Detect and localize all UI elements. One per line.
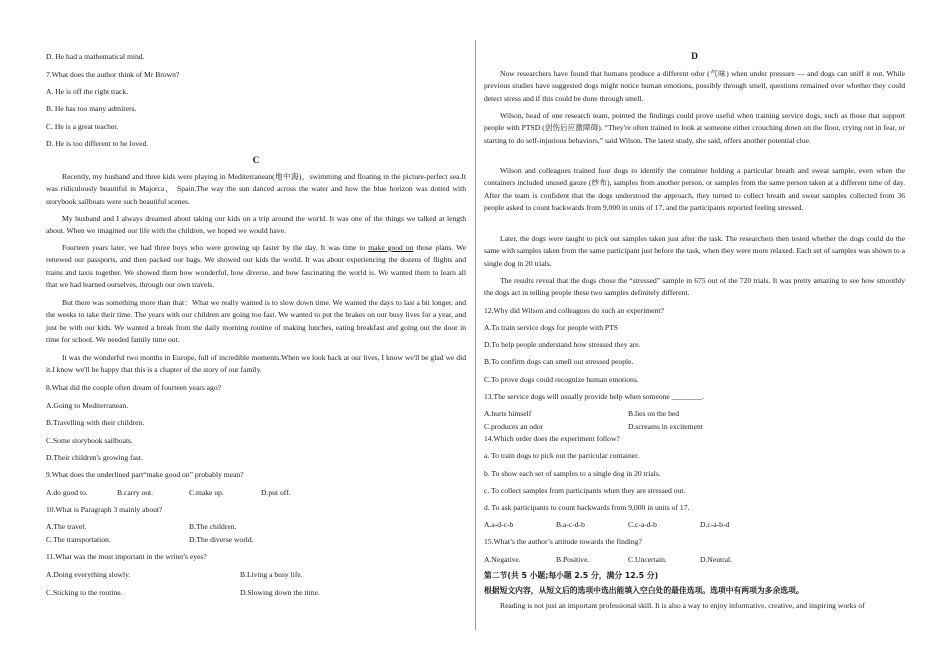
q6-option-d: D. He had a mathematical mind. — [46, 52, 145, 61]
section-2-instruction: 根据短文内容，从短文后的选项中选出能填入空白处的最佳选项。选项中有两项为多余选项。 — [484, 586, 804, 595]
q10-option-a: A.The travel. — [46, 522, 87, 531]
q10-stem: 10.What is Paragraph 3 mainly about? — [46, 505, 163, 514]
passage-c-paragraph-1: Recently, my husband and three kids were playing in Mediterranean(地中海)，swimming and floating in the picture-perfect sea.It was ridiculously beautiful in Majorca， Spain.The way the sun danced across the water and how the blue horizon was dotted with storybook sailboats were such beautiful scenes. — [46, 172, 466, 206]
passage-d-paragraph-4: Later, the dogs were taught to pick out samples taken just after the task. The researchers then tested whether the dogs could do the same with samples taken from the same participant just before the task, when they were more relaxed. Each set of samples was shown to a single dog in 20 trials. — [484, 234, 905, 268]
q14-step-b: b. To show each set of samples to a single dog in 20 trials. — [484, 469, 661, 478]
paragraph-3-text-before: Fourteen years later, we had three boys who were growing up faster by the day. It was time to — [62, 243, 369, 252]
q7-stem: 7.What does the author think of Mr Brown? — [46, 70, 180, 79]
q15-option-d: D.Neutral. — [700, 555, 733, 564]
q12-option-a: A.To train service dogs for people with PTS — [484, 323, 619, 332]
q9-option-a: A.do good to. — [46, 488, 88, 497]
q15-option-a: A.Negative. — [484, 555, 521, 564]
passage-c-paragraph-5: It was the wonderful two months in Europe, full of incredible moments.When we look back at our lives, I know we'll be glad we did it.I know we'll be happy that this is a chapter of the story of our family. — [46, 353, 466, 375]
column-divider — [475, 40, 476, 630]
section-2-text: Reading is not just an important professional skill. It is also a way to enjoy informative, creative, and inspiring works of — [500, 601, 865, 610]
q13-option-d: D.screams in excitement — [628, 422, 703, 431]
q8-stem: 8.What did the couple often dream of fourteen years ago? — [46, 383, 222, 392]
q14-step-a: a. To train dogs to pick out the particular container. — [484, 451, 640, 460]
q13-option-c: C.produces an odor — [484, 422, 544, 431]
q8-option-c: C.Some storybook sailboats. — [46, 436, 133, 445]
q13-stem: 13.The service dogs will usually provide help when someone ________. — [484, 392, 704, 401]
q14-option-d: D.c-a-b-d — [700, 520, 730, 529]
q9-option-c: C.make up. — [189, 488, 224, 497]
q9-option-b: B.carry out. — [117, 488, 154, 497]
q10-option-b: B.The children. — [189, 522, 237, 531]
q7-option-c: C. He is a great teacher. — [46, 122, 119, 131]
q8-option-a: A.Going to Mediterranean. — [46, 401, 129, 410]
q15-option-c: C.Uncertain. — [628, 555, 667, 564]
q11-option-b: B.Living a busy life. — [240, 570, 303, 579]
q14-step-c: c. To collect samples from participants when they are stressed out. — [484, 486, 686, 495]
passage-c-heading: C — [252, 156, 260, 166]
passage-d-paragraph-5: The results reveal that the dogs chose the “stressed” sample in 675 out of the 720 trials. It was pretty amazing to see how smoothly the dogs act in telling people these two samples definitely different. — [484, 276, 905, 298]
q12-stem: 12.Why did Wilson and colleagues do such an experiment? — [484, 306, 664, 315]
section-2-title: 第二节(共 5 小题;每小题 2.5 分，满分 12.5 分) — [484, 571, 659, 580]
passage-d-paragraph-2: Wilson, head of one research team, pointed the findings could prove useful when training service dogs, such as those that support people with PTSD (创伤后应激障碍). “They're often trained to look at someone either crouching down on the floor, crying out in fear, or starting to do self-injurious behaviors,” said Wilson. The latest study, she said, offers another potential clue. — [484, 111, 905, 145]
q9-stem: 9.What does the underlined part“make good on” probably mean? — [46, 470, 244, 479]
q14-option-c: C.c-a-d-b — [628, 520, 657, 529]
q12-option-c: C.To prove dogs could recognize human emotions. — [484, 375, 639, 384]
passage-c-paragraph-4: But there was something more than that：What we really wanted is to slow down time. We wanted the days to last a bit longer, and the weeks to take their time. The years with our children are going too fast. We wanted to put the brakes on our busy lives for a year, and just be with our kids. We wanted a break from the daily morning routine of making lunches, eating breakfast and going out the door in time for school. We needed family time out. — [46, 298, 466, 345]
q10-option-c: C.The transportation. — [46, 535, 111, 544]
q7-option-b: B. He has too many admirers. — [46, 104, 137, 113]
q15-option-b: B.Positive. — [556, 555, 590, 564]
underlined-phrase: make good on — [368, 243, 414, 252]
q14-step-d: d. To ask participants to count backwards from 9,000 in units of 17. — [484, 503, 690, 512]
passage-d-heading: D — [691, 52, 698, 62]
q14-stem: 14.Which order does the experiment follow? — [484, 434, 620, 443]
q12-option-b: B.To confirm dogs can smell out stressed people. — [484, 357, 634, 366]
q8-option-b: B.Travelling with their children. — [46, 418, 145, 427]
paragraph-3-text-after: those plans. We renewed our passports, and then packed our bags. We showed our kids the world. It was about experiencing the dozens of flights and trains and taxis together. We showed them how wonderful, how diverse, and how fascinating the world is. We wanted them to learn all that we had learned ourselves, through our own travels. — [46, 243, 466, 290]
q13-option-b: B.lies on the bed — [628, 409, 680, 418]
q8-option-d: D.Their children's growing fast. — [46, 453, 143, 462]
passage-c-paragraph-3 — [46, 242, 466, 292]
q11-stem: 11.What was the most important in the writer's eyes? — [46, 552, 207, 561]
q7-option-d: D. He is too different to be loved. — [46, 139, 149, 148]
passage-d-paragraph-3: Wilson and colleagues trained four dogs to identify the container holding a particular breath and sweat sample, even when the containers included unused gauze (纱布), samples from another person, or samples from the same person taken at a different time of day. After the team is confident that the dogs understood the approach, they turned to collect breath and sweat samples collected from 36 people asked to count backwards from 9,000 in units of 17, and the participants reported feeling stressed. — [484, 166, 905, 213]
q11-option-d: D.Slowing down the time. — [240, 588, 320, 597]
q14-option-b: B.a-c-d-b — [556, 520, 585, 529]
q13-option-a: A.hurts himself — [484, 409, 532, 418]
q11-option-c: C.Sticking to the routine. — [46, 588, 123, 597]
q11-option-a: A.Doing everything slowly. — [46, 570, 131, 579]
passage-d-paragraph-1: Now researchers have found that humans produce a different odor (气味) when under pressure — and dogs can sniff it out. While previous studies have suggested dogs might notice human emotions, possibly through smell, questions remained over whether they could detect stress and if this could be done through smell. — [484, 69, 905, 103]
q15-stem: 15.What’s the author’s attitude towards the finding? — [484, 537, 642, 546]
q10-option-d: D.The diverse world. — [189, 535, 254, 544]
q12-option-d: D.To help people understand how stressed they are. — [484, 340, 641, 349]
passage-c-paragraph-2: My husband and I always dreamed about taking our kids on a trip around the world. It was one of the things we talked at length about. When we imagined our life with the children, we hoped we would have. — [46, 214, 466, 236]
q14-option-a: A.a-d-c-b — [484, 520, 514, 529]
q9-option-d: D.put off. — [261, 488, 291, 497]
q7-option-a: A. He is off the right track. — [46, 87, 129, 96]
